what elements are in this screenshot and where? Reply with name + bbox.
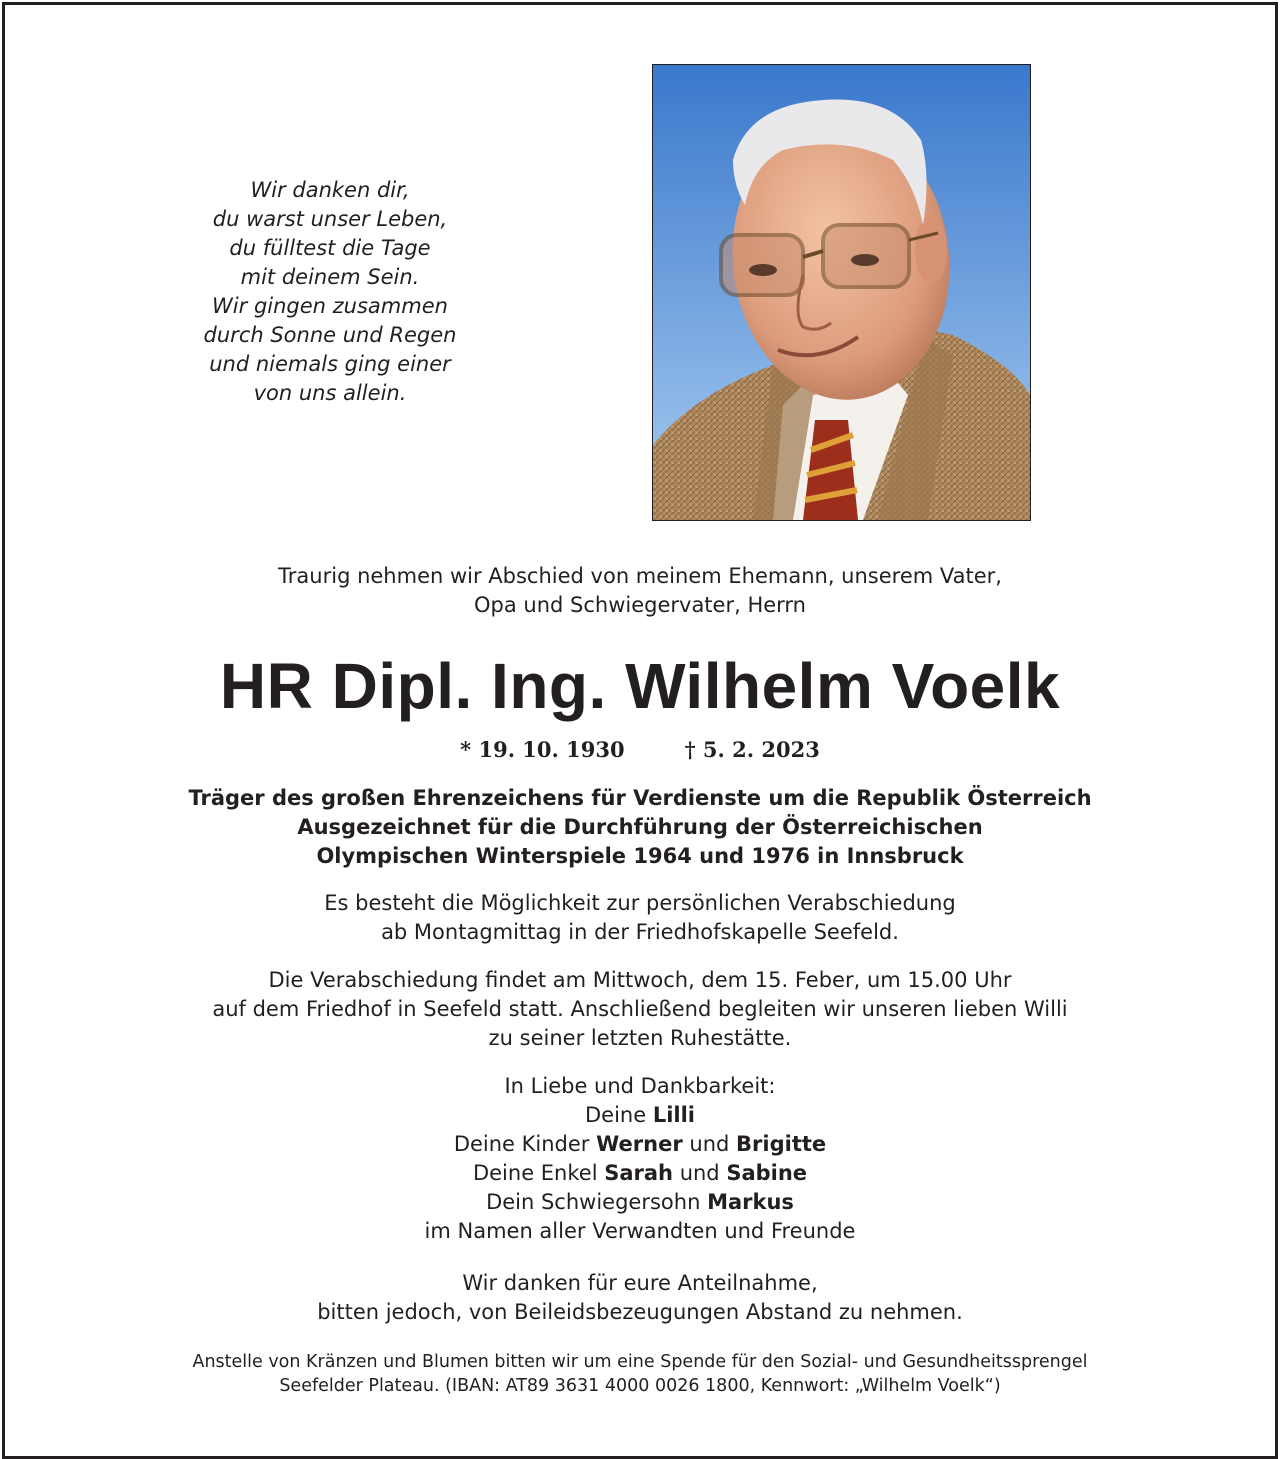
portrait-photo-icon (653, 65, 1030, 520)
mourners (0, 1072, 1280, 1246)
conjunction: und (679, 1161, 720, 1185)
intro-text (0, 562, 1280, 620)
funeral-info (0, 966, 1280, 1053)
poem-line: Wir danken dir, (250, 178, 410, 202)
deceased-name: HR Dipl. Ing. Wilhelm Voelk (219, 650, 1061, 722)
mourner-line (0, 1159, 1280, 1188)
funeral-line: auf dem Friedhof in Seefeld statt. Anschließend begleiten wir unseren lieben Willi (212, 997, 1068, 1021)
birth-date: * 19. 10. 1930 (460, 737, 625, 762)
poem-line: mit deinem Sein. (240, 265, 420, 289)
mourner-prefix: Deine Enkel (472, 1161, 598, 1185)
honor-line: Träger des großen Ehrenzeichens für Verdienste um die Republik Österreich (188, 786, 1092, 810)
farewell-line: Es besteht die Möglichkeit zur persönlichen Verabschiedung (324, 891, 956, 915)
thanks-line: Wir danken für eure Anteilnahme, (462, 1271, 818, 1295)
mourners-heading: In Liebe und Dankbarkeit: (504, 1074, 776, 1098)
honor-line: Olympischen Winterspiele 1964 und 1976 in Innsbruck (316, 844, 964, 868)
poem-line: und niemals ging einer (209, 352, 451, 376)
mourner-name: Lilli (652, 1103, 696, 1127)
life-dates (0, 736, 1280, 764)
mourner-line (0, 1101, 1280, 1130)
mourner-name: Markus (707, 1190, 794, 1214)
mourner-prefix: Deine Kinder (453, 1132, 590, 1156)
mourner-name: Sabine (726, 1161, 808, 1185)
conjunction: und (689, 1132, 730, 1156)
funeral-line: Die Verabschiedung findet am Mittwoch, dem 15. Feber, um 15.00 Uhr (268, 968, 1012, 992)
mourner-name: Brigitte (736, 1132, 827, 1156)
mourner-name: Werner (596, 1132, 683, 1156)
death-date: † 5. 2. 2023 (684, 737, 820, 762)
mourner-line: im Namen aller Verwandten und Freunde (424, 1219, 856, 1243)
donation-line: Seefelder Plateau. (IBAN: AT89 3631 4000 0026 1800, Kennwort: „Wilhelm Voelk“) (279, 1376, 1001, 1396)
mourner-prefix: Dein Schwiegersohn (486, 1190, 701, 1214)
mourner-line (0, 1130, 1280, 1159)
intro-line: Opa und Schwiegervater, Herrn (473, 593, 806, 617)
intro-line: Traurig nehmen wir Abschied von meinem Ehemann, unserem Vater, (278, 564, 1002, 588)
thanks-line: bitten jedoch, von Beileidsbezeugungen Abstand zu nehmen. (317, 1300, 963, 1324)
thanks-note (0, 1269, 1280, 1327)
poem-line: du fülltest die Tage (229, 236, 431, 260)
poem (150, 176, 510, 408)
poem-line: durch Sonne und Regen (203, 323, 457, 347)
mourner-prefix: Deine (584, 1103, 647, 1127)
poem-line: du warst unser Leben, (212, 207, 448, 231)
donation-line: Anstelle von Kränzen und Blumen bitten wir um eine Spende für den Sozial- und Gesundheitssprengel (192, 1352, 1088, 1372)
farewell-info (0, 889, 1280, 947)
poem-line: Wir gingen zusammen (212, 294, 448, 318)
donation-note (0, 1350, 1280, 1398)
honor-line: Ausgezeichnet für die Durchführung der Österreichischen (297, 815, 983, 839)
portrait-photo (652, 64, 1031, 521)
honors (0, 784, 1280, 871)
funeral-line: zu seiner letzten Ruhestätte. (488, 1026, 792, 1050)
poem-line: von uns allein. (253, 381, 407, 405)
mourner-line (0, 1188, 1280, 1217)
farewell-line: ab Montagmittag in der Friedhofskapelle Seefeld. (381, 920, 899, 944)
mourner-name: Sarah (604, 1161, 673, 1185)
